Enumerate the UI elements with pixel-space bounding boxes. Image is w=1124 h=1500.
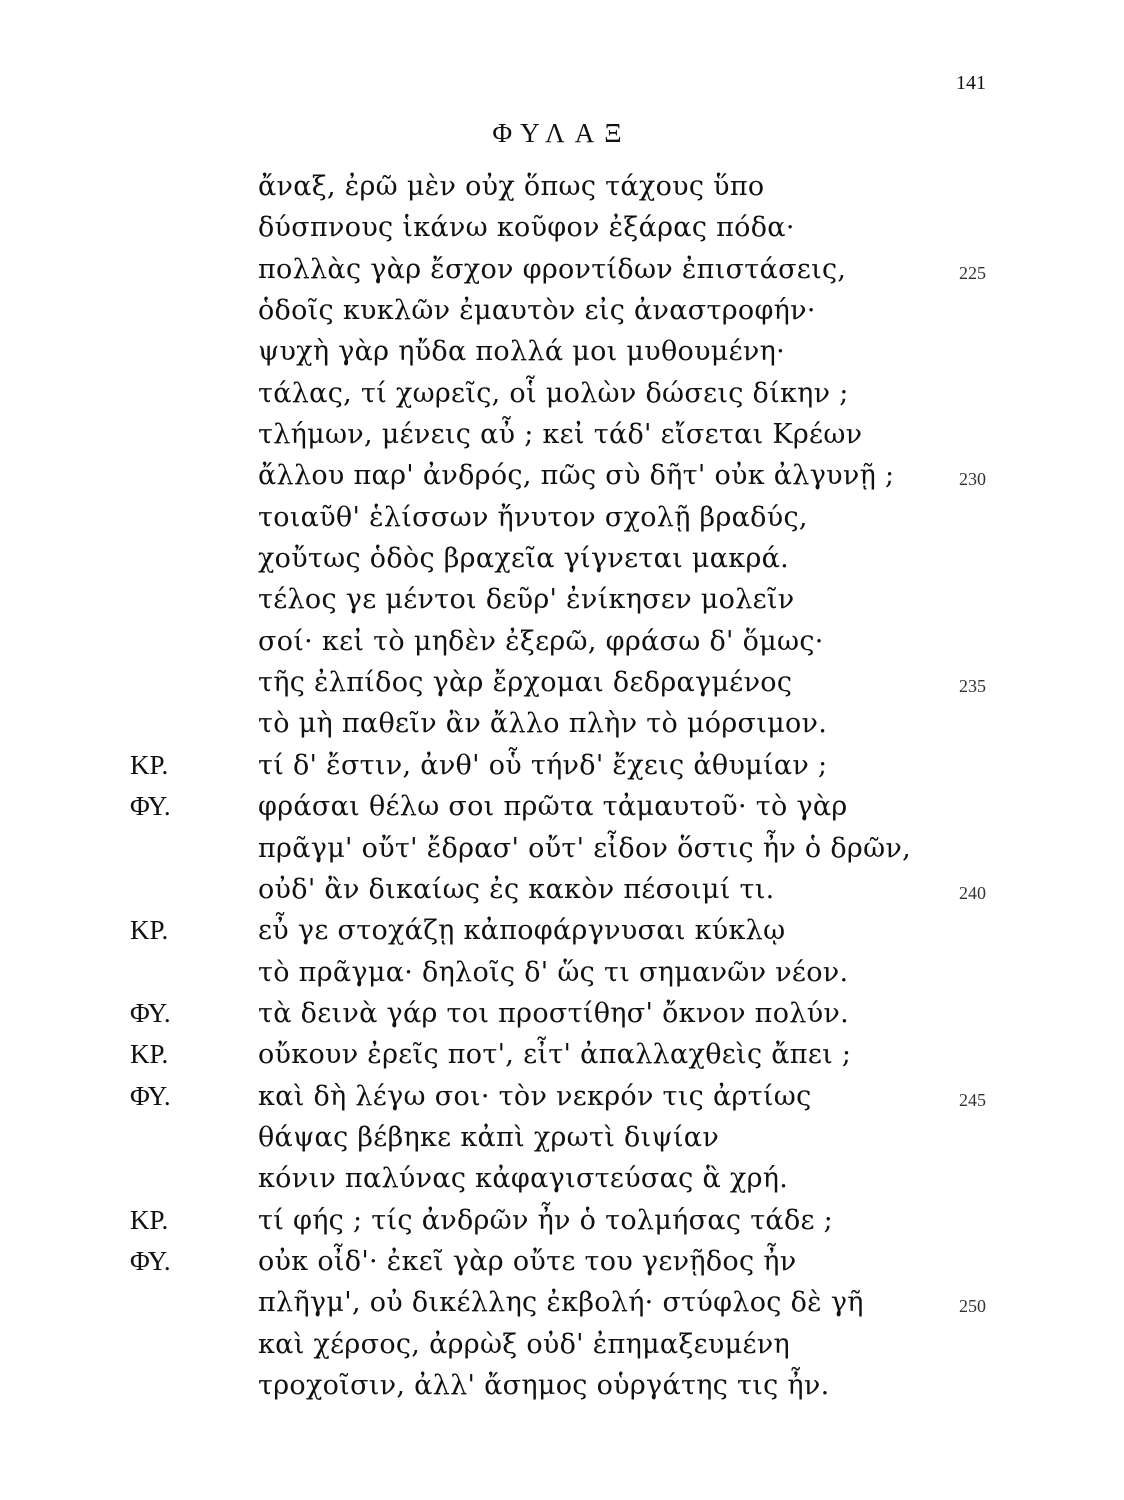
speaker-label: ΦΥ. (130, 997, 171, 1028)
verse-line (0, 1034, 1124, 1075)
verse-block (0, 166, 1124, 1406)
verse-text: τί δ' ἔστιν, ἀνθ' οὗ τήνδ' ἔχεις ἀθυμίαν ; (258, 749, 828, 781)
verse-line (0, 745, 1124, 786)
speaker-label: ΚΡ. (130, 915, 169, 946)
verse-text: καὶ δὴ λέγω σοι· τὸν νεκρόν τις ἀρτίως (258, 1080, 812, 1112)
verse-line (0, 1158, 1124, 1199)
verse-text: τάλας, τί χωρεῖς, οἷ μολὼν δώσεις δίκην ; (258, 377, 849, 409)
verse-line (0, 1241, 1124, 1282)
verse-text: ὁδοῖς κυκλῶν ἐμαυτὸν εἰς ἀναστροφήν· (258, 295, 816, 327)
verse-line (0, 1117, 1124, 1158)
verse-line (0, 828, 1124, 869)
verse-text: οὐκ οἶδ'· ἐκεῖ γὰρ οὔτε του γενῇδος ἦν (258, 1245, 797, 1277)
verse-line (0, 786, 1124, 827)
verse-text: τλήμων, μένεις αὖ ; κεἰ τάδ' εἴσεται Κρέων (258, 419, 863, 451)
verse-text: οὔκουν ἐρεῖς ποτ', εἶτ' ἀπαλλαχθεὶς ἄπει ; (258, 1039, 852, 1071)
verse-line (0, 993, 1124, 1034)
verse-line (0, 579, 1124, 620)
verse-text: σοί· κεἰ τὸ μηδὲν ἐξερῶ, φράσω δ' ὅμως· (258, 625, 824, 657)
verse-text: τὸ πρᾶγμα· δηλοῖς δ' ὥς τι σημανῶν νέον. (258, 956, 849, 988)
verse-line (0, 869, 1124, 910)
page-number: 141 (956, 72, 986, 94)
verse-text: τῆς ἐλπίδος γὰρ ἔρχομαι δεδραγμένος (258, 667, 793, 699)
speaker-heading: ΦΥΛΑΞ (492, 118, 632, 148)
verse-line (0, 621, 1124, 662)
verse-text: τί φής ; τίς ἀνδρῶν ἦν ὁ τολμήσας τάδε ; (258, 1204, 834, 1236)
verse-text: εὖ γε στοχάζῃ κἀποφάργνυσαι κύκλῳ (258, 915, 786, 947)
verse-text: ἄναξ, ἐρῶ μὲν οὐχ ὅπως τάχους ὕπο (258, 171, 765, 202)
line-number: 235 (959, 676, 986, 697)
verse-line (0, 414, 1124, 455)
verse-text: οὐδ' ἂν δικαίως ἐς κακὸν πέσοιμί τι. (258, 873, 775, 905)
verse-text: φράσαι θέλω σοι πρῶτα τἀμαυτοῦ· τὸ γὰρ (258, 791, 848, 823)
speaker-label: ΚΡ. (130, 1204, 169, 1235)
verse-text: καὶ χέρσος, ἀρρὼξ οὐδ' ἐπημαξευμένη (258, 1328, 790, 1360)
verse-text: τοιαῦθ' ἑλίσσων ἤνυτον σχολῇ βραδύς, (258, 501, 808, 533)
line-number: 245 (959, 1089, 986, 1110)
verse-text: κόνιν παλύνας κἀφαγιστεύσας ἃ χρή. (258, 1163, 789, 1195)
line-number: 240 (959, 882, 986, 903)
verse-line (0, 1365, 1124, 1406)
verse-line (0, 207, 1124, 248)
verse-text: χοὔτως ὁδὸς βραχεῖα γίγνεται μακρά. (258, 543, 790, 575)
verse-text: ψυχὴ γὰρ ηὔδα πολλά μοι μυθουμένη· (258, 336, 785, 368)
verse-text: τὸ μὴ παθεῖν ἂν ἄλλο πλὴν τὸ μόρσιμον. (258, 708, 828, 740)
verse-line (0, 331, 1124, 372)
speaker-label: ΦΥ. (130, 791, 171, 822)
verse-line (0, 538, 1124, 579)
verse-text: πλῆγμ', οὐ δικέλλης ἐκβολή· στύφλος δὲ γῆ (258, 1287, 864, 1319)
speaker-label: ΚΡ. (130, 1039, 169, 1070)
line-number: 225 (959, 262, 986, 283)
verse-text: τροχοῖσιν, ἀλλ' ἄσημος οὑργάτης τις ἦν. (258, 1369, 830, 1401)
speaker-label: ΦΥ. (130, 1245, 171, 1276)
speaker-label: ΚΡ. (130, 749, 169, 780)
speaker-label: ΦΥ. (130, 1080, 171, 1111)
verse-line (0, 703, 1124, 744)
verse-line (0, 910, 1124, 951)
verse-line (0, 455, 1124, 496)
verse-line (0, 497, 1124, 538)
verse-text: τέλος γε μέντοι δεῦρ' ἐνίκησεν μολεῖν (258, 584, 795, 616)
verse-line (0, 662, 1124, 703)
verse-line (0, 1076, 1124, 1117)
verse-line (0, 952, 1124, 993)
verse-line (0, 166, 1124, 207)
verse-text: πολλὰς γὰρ ἔσχον φροντίδων ἐπιστάσεις, (258, 253, 847, 285)
verse-text: πρᾶγμ' οὔτ' ἔδρασ' οὔτ' εἶδον ὅστις ἦν ὁ δρῶν, (258, 832, 911, 864)
verse-line (0, 290, 1124, 331)
verse-text: δύσπνους ἱκάνω κοῦφον ἐξάρας πόδα· (258, 212, 795, 244)
verse-line (0, 1200, 1124, 1241)
verse-text: ἄλλου παρ' ἀνδρός, πῶς σὺ δῆτ' οὐκ ἀλγυνῇ ; (258, 460, 895, 492)
line-number: 230 (959, 469, 986, 490)
verse-line (0, 249, 1124, 290)
verse-text: τὰ δεινὰ γάρ τοι προστίθησ' ὄκνον πολύν. (258, 997, 850, 1029)
verse-line (0, 1324, 1124, 1365)
line-number: 250 (959, 1296, 986, 1317)
verse-line (0, 1282, 1124, 1323)
verse-line (0, 373, 1124, 414)
verse-text: θάψας βέβηκε κἀπὶ χρωτὶ διψίαν (258, 1121, 720, 1153)
